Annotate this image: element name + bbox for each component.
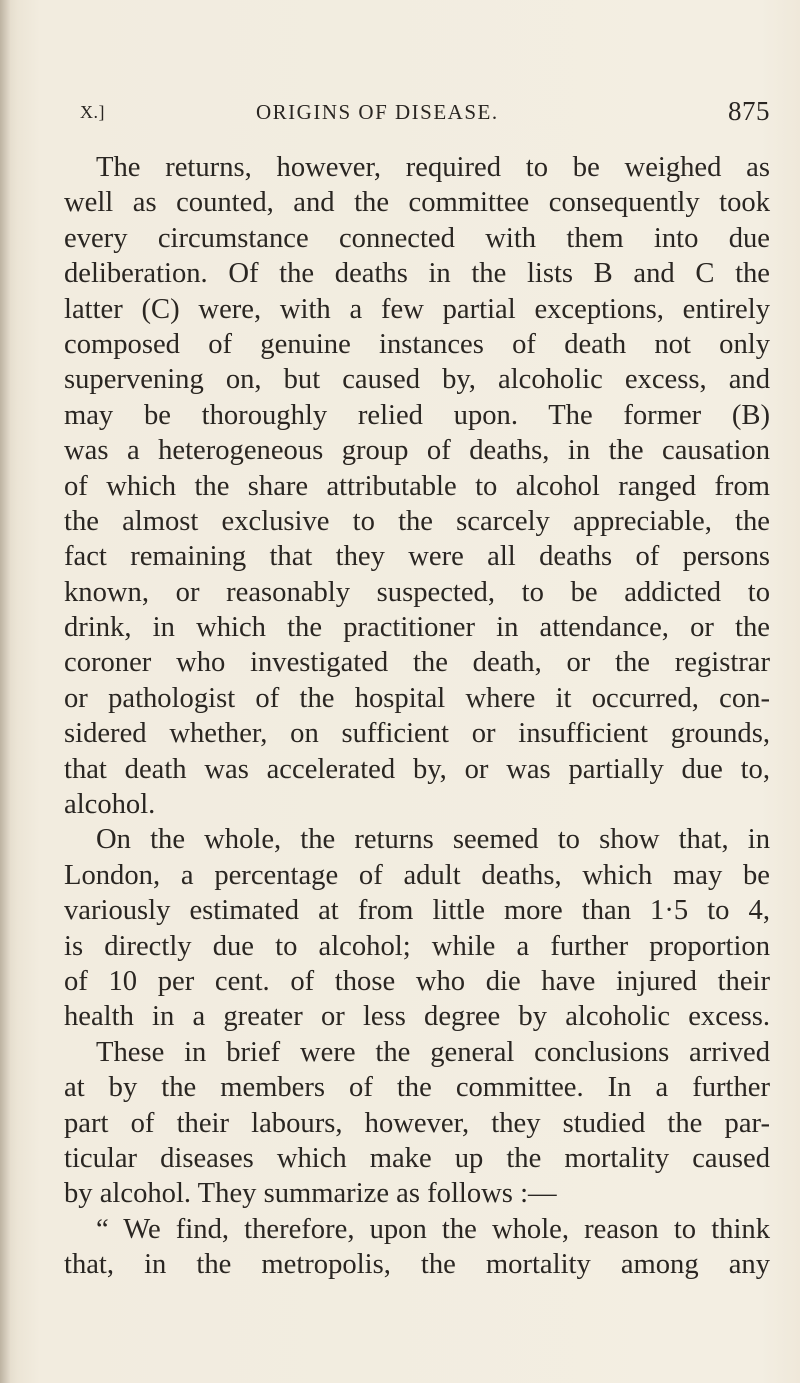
text-line: part of their labours, however, they studied the par- [64,1107,770,1139]
text-line: ticular diseases which make up the mortality caused [64,1142,770,1174]
text-line: composed of genuine instances of death not only [64,328,770,360]
text-line: every circumstance connected with them into due [64,222,770,254]
text-line: well as counted, and the committee consequently took [64,187,770,219]
text-line: The returns, however, required to be weighed as [96,152,770,183]
chapter-number: X.] [80,102,105,122]
text-line: was a heterogeneous group of deaths, in the causation [64,435,770,467]
text-line: by alcohol. They summarize as follows :— [64,1178,557,1210]
text-line: coroner who investigated the death, or the registrar [64,647,770,679]
text-line: deliberation. Of the deaths in the lists B and C the [64,258,770,290]
text-line: drink, in which the practitioner in attendance, or the [64,612,770,644]
running-header [80,96,770,136]
text-line: health in a greater or less degree by alcoholic excess. [64,1001,770,1033]
text-line: at by the members of the committee. In a further [64,1072,770,1104]
text-line: London, a percentage of adult deaths, which may be [64,859,770,891]
text-line: These in brief were the general conclusions arrived [96,1036,770,1068]
text-line: may be thoroughly relied upon. The former (B) [64,399,770,431]
text-line: supervening on, but caused by, alcoholic excess, and [64,364,770,396]
text-line: known, or reasonably suspected, to be addicted to [64,576,770,608]
running-title: ORIGINS OF DISEASE. [256,100,499,124]
text-line: of 10 per cent. of those who die have injured their [64,965,770,997]
text-line: that death was accelerated by, or was partially due to, [64,753,770,785]
text-line: or pathologist of the hospital where it occurred, con- [64,682,770,714]
page-number: 875 [728,96,770,126]
text-line: the almost exclusive to the scarcely appreciable, the [64,505,770,537]
text-line: that, in the metropolis, the mortality among any [64,1249,770,1281]
text-line: On the whole, the returns seemed to show that, in [96,824,770,856]
text-line: “ We find, therefore, upon the whole, reason to think [96,1213,770,1245]
text-line: sidered whether, on sufficient or insufficient grounds, [64,718,770,750]
text-line: latter (C) were, with a few partial exceptions, entirely [64,293,770,325]
text-line: variously estimated at from little more than 1·5 to 4, [64,895,770,927]
binding-edge [0,0,10,1383]
text-line: fact remaining that they were all deaths of persons [64,541,770,573]
body-text [64,150,770,1283]
text-line: alcohol. [64,789,156,821]
text-line: of which the share attributable to alcohol ranged from [64,470,770,502]
text-line: is directly due to alcohol; while a further proportion [64,930,770,962]
